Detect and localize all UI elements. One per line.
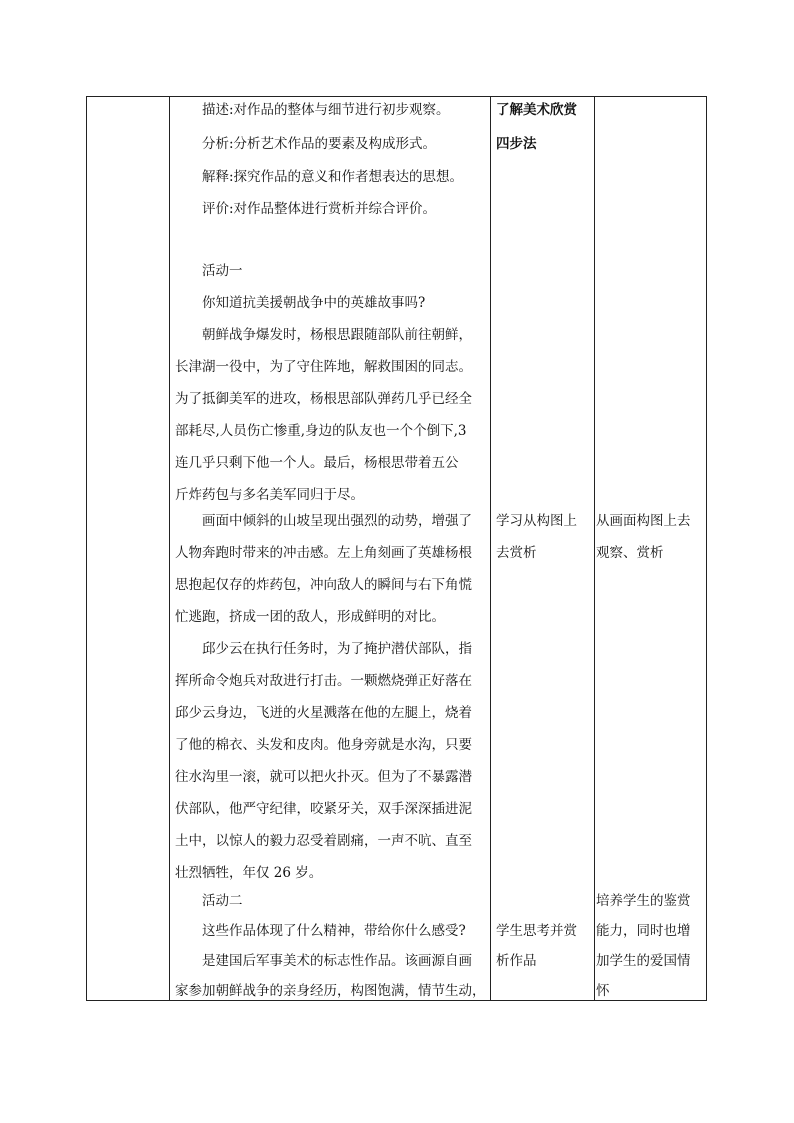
activity-one-heading: 活动一 [202, 263, 243, 279]
student-activity-text: 学习从构图上 [496, 513, 577, 529]
design-intent-text: 加学生的爱国情 [596, 953, 691, 969]
column-divider-3 [594, 97, 595, 1000]
content-line: 邱少云在执行任务时，为了掩护潜伏部队，指 [202, 641, 472, 657]
content-line: 家参加朝鲜战争的亲身经历，构图饱满，情节生动， [175, 983, 486, 999]
student-activity-text: 学生思考并赏 [496, 923, 577, 939]
content-line: 长津湖一役中，为了守住阵地，解救围困的同志。 [175, 359, 472, 375]
activity-two-heading: 活动二 [202, 893, 243, 909]
content-line: 了他的棉衣、头发和皮肉。他身旁就是水沟，只要 [175, 737, 472, 753]
content-line: 分析:分析艺术作品的要素及构成形式。 [202, 136, 437, 152]
content-line: 忙逃跑，挤成一团的敌人，形成鲜明的对比。 [175, 609, 445, 625]
content-line: 挥所命令炮兵对敌进行打击。一颗燃烧弹正好落在 [175, 673, 472, 689]
content-line: 为了抵御美军的进攻，杨根思部队弹药几乎已经全 [175, 391, 472, 407]
content-line: 解释:探究作品的意义和作者想表达的思想。 [202, 169, 464, 185]
content-line: 你知道抗美援朝战争中的英雄故事吗? [202, 295, 426, 311]
column-divider-2 [490, 97, 491, 1000]
content-line: 评价:对作品整体进行赏析并综合评价。 [202, 201, 437, 217]
design-intent-text: 从画面构图上去 [596, 513, 691, 529]
content-line: 邱少云身边，飞迸的火星溅落在他的左腿上，烧着 [175, 705, 472, 721]
content-line: 伏部队，他严守纪律，咬紧牙关，双手深深插进泥 [175, 801, 472, 817]
content-line: 连几乎只剩下他一个人。最后，杨根思带着五公 [175, 455, 459, 471]
design-intent-text: 观察、赏析 [596, 545, 664, 561]
design-intent-text: 培养学生的鉴赏 [596, 893, 691, 909]
student-activity-text: 了解美术欣赏 [496, 102, 577, 118]
design-intent-text: 能力，同时也增 [596, 923, 691, 939]
content-line: 壮烈牺牲，年仅 26 岁。 [175, 865, 323, 881]
content-line: 思抱起仅存的炸药包，冲向敌人的瞬间与右下角慌 [175, 577, 472, 593]
content-line: 斤炸药包与多名美军同归于尽。 [175, 487, 364, 503]
design-intent-text: 怀 [596, 983, 610, 999]
content-line: 土中，以惊人的毅力忍受着剧痛，一声不吭、直至 [175, 833, 472, 849]
content-line: 人物奔跑时带来的冲击感。左上角刻画了英雄杨根 [175, 545, 472, 561]
content-line: 朝鲜战争爆发时，杨根思跟随部队前往朝鲜， [202, 327, 472, 343]
student-activity-text: 四步法 [496, 136, 537, 152]
content-line: 这些作品体现了什么精神，带给你什么感受? [202, 923, 466, 939]
content-line: 是建国后军事美术的标志性作品。该画源自画 [202, 953, 472, 969]
content-line: 画面中倾斜的山坡呈现出强烈的动势，增强了 [202, 513, 472, 529]
content-line: 描述:对作品的整体与细节进行初步观察。 [202, 102, 450, 118]
column-divider-1 [169, 97, 170, 1000]
content-line: 往水沟里一滚，就可以把火扑灭。但为了不暴露潜 [175, 769, 472, 785]
content-line: 部耗尽,人员伤亡惨重,身边的队友也一个个倒下,3 [175, 423, 467, 439]
student-activity-text: 去赏析 [496, 545, 537, 561]
student-activity-text: 析作品 [496, 953, 537, 969]
